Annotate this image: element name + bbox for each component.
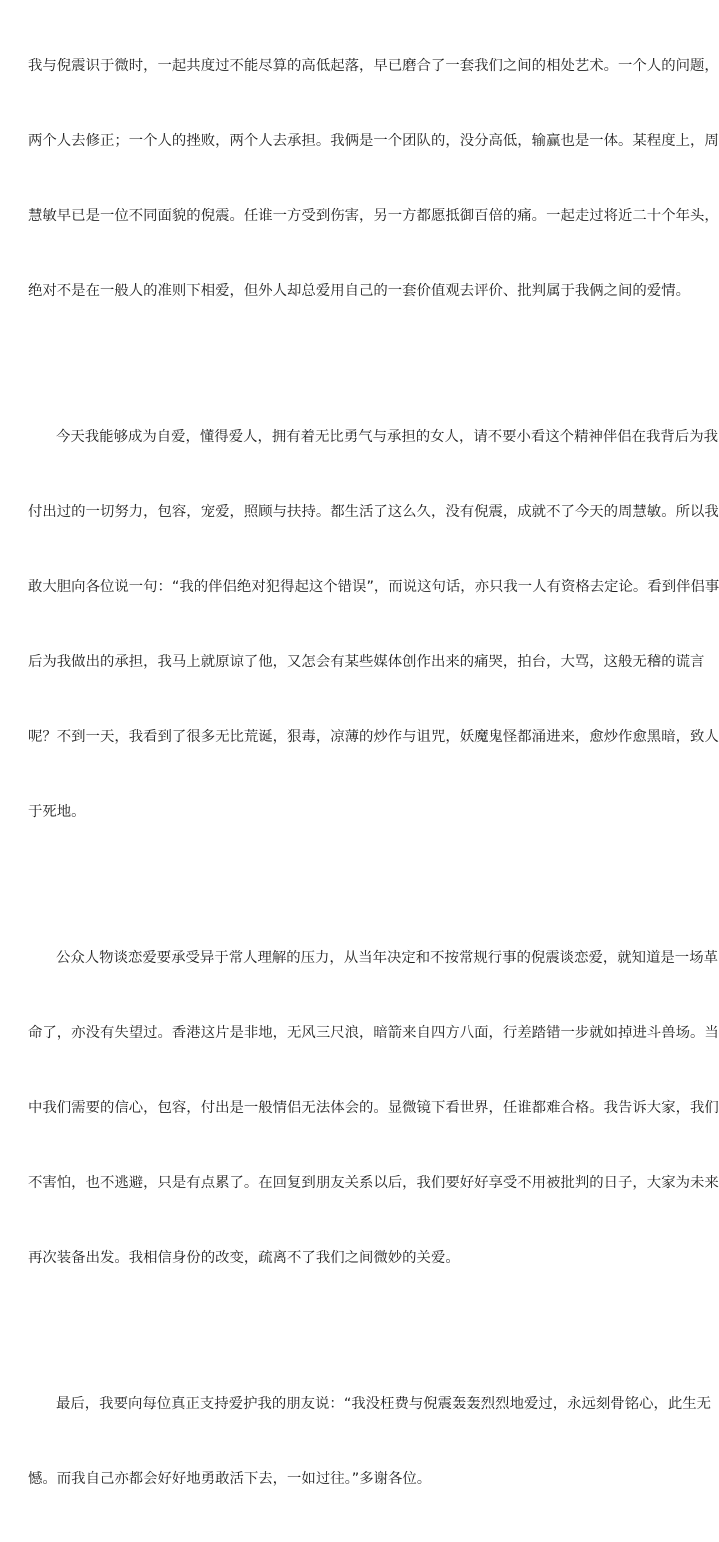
paragraph-line: 两个人去修正；一个人的挫败，两个人去承担。我俩是一个团队的，没分高低，输赢也是一体。某程度上，周	[28, 133, 719, 149]
paragraph-line: 命了，亦没有失望过。香港这片是非地，无风三尺浪，暗箭来自四方八面，行差踏错一步就如掉进斗兽场。当	[28, 1025, 719, 1041]
paragraph-line: 公众人物谈恋爱要承受异于常人理解的压力，从当年决定和不按常规行事的倪震谈恋爱，就知道是一场革	[56, 950, 718, 966]
paragraph-line: 呢？不到一天，我看到了很多无比荒诞，狠毒，凉薄的炒作与诅咒，妖魔鬼怪都涌进来，愈炒作愈黑暗，致人	[28, 729, 719, 745]
paragraph-1	[28, 4, 719, 354]
paragraph-line: 不害怕，也不逃避，只是有点累了。在回复到朋友关系以后，我们要好好享受不用被批判的日子，大家为未来	[28, 1175, 719, 1191]
paragraph-3	[28, 896, 719, 1321]
paragraph-line: 后为我做出的承担，我马上就原谅了他，又怎会有某些媒体创作出来的痛哭，拍台，大骂，这般无稽的谎言	[28, 654, 705, 670]
paragraph-line: 绝对不是在一般人的准则下相爱，但外人却总爱用自己的一套价值观去评价、批判属于我俩之间的爱情。	[28, 283, 690, 299]
paragraph-line: 我与倪震识于微时，一起共度过不能尽算的高低起落，早已磨合了一套我们之间的相处艺术。一个人的问题，	[28, 58, 719, 74]
paragraph-line: 于死地。	[28, 804, 86, 820]
paragraph-line: 再次装备出发。我相信身份的改变，疏离不了我们之间微妙的关爱。	[28, 1250, 460, 1266]
paragraph-line: 敢大胆向各位说一句：“我的伴侣绝对犯得起这个错误”，而说这句话，亦只我一人有资格去定论。看到伴侣事	[28, 579, 719, 595]
paragraph-line: 憾。而我自己亦都会好好地勇敢活下去，一如过往。”多谢各位。	[28, 1471, 432, 1487]
paragraph-line: 今天我能够成为自爱，懂得爱人，拥有着无比勇气与承担的女人，请不要小看这个精神伴侣在我背后为我	[56, 429, 718, 445]
paragraph-line: 付出过的一切努力，包容，宠爱，照顾与扶持。都生活了这么久，没有倪震，成就不了今天的周慧敏。所以我	[28, 504, 719, 520]
paragraph-4	[28, 1342, 712, 1542]
paragraph-line: 中我们需要的信心，包容，付出是一般情侣无法体会的。显微镜下看世界，任谁都难合格。我告诉大家，我们	[28, 1100, 719, 1116]
paragraph-line: 最后，我要向每位真正支持爱护我的朋友说：“我没枉费与倪震轰轰烈烈地爱过，永远刻骨铭心，此生无	[56, 1396, 712, 1412]
paragraph-2	[28, 375, 719, 875]
paragraph-line: 慧敏早已是一位不同面貌的倪震。任谁一方受到伤害，另一方都愿抵御百倍的痛。一起走过将近二十个年头，	[28, 208, 719, 224]
